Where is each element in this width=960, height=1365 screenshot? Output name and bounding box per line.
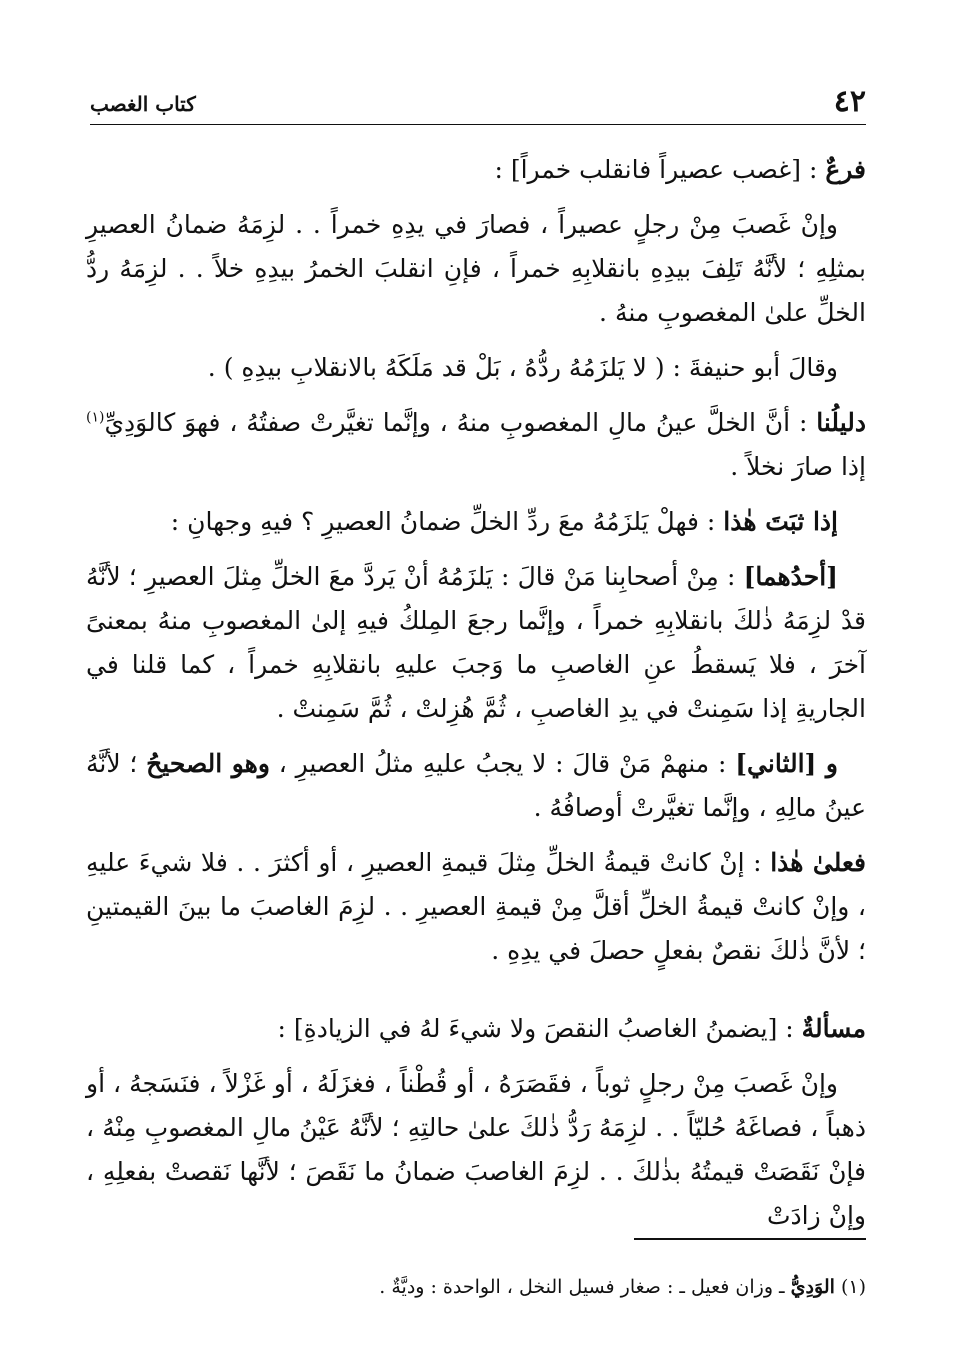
paragraph <box>86 401 866 489</box>
paragraph-lead: فرعٌ <box>825 155 866 184</box>
paragraph-lead: و [الثاني] <box>735 749 839 778</box>
paragraph <box>86 203 866 335</box>
paragraph-emphasis: وهو الصحيحُ <box>146 749 270 778</box>
paragraph-text-tail: إذا صارَ نخلاً . <box>730 452 866 481</box>
paragraph-far-heading <box>86 148 866 192</box>
paragraph-text-tail: ؛ لأنَّهُ عينُ مالِهِ ، وإنَّما تغيَّرتْ أوصافُهُ . <box>86 749 866 822</box>
paragraph <box>86 500 866 544</box>
paragraph-text: وقالَ أبو حنيفةَ : ( لا يَلزَمُهُ ردُّهُ ، بَلْ قد مَلَكَهُ بالانقلابِ بيدِهِ ) . <box>207 353 838 382</box>
paragraph-lead: [أحدُهما] <box>743 562 838 591</box>
page-header <box>90 80 866 125</box>
footnote-number: (١) <box>840 1276 866 1298</box>
paragraph <box>86 1062 866 1238</box>
paragraph-masala-heading <box>86 1007 866 1051</box>
footnote-term: الوَدِيُّ <box>790 1276 835 1298</box>
paragraph-text: : فهلْ يَلزَمُهُ معَ ردِّ الخلِّ ضمانُ العصيرِ ؟ فيهِ وجهانِ : <box>170 507 724 536</box>
page-number: ٤٢ <box>833 84 866 119</box>
body-text <box>86 148 866 1249</box>
paragraph-lead: إذا ثبَتَ هٰذا <box>723 507 838 536</box>
footnote <box>86 1272 866 1302</box>
paragraph <box>86 841 866 973</box>
paragraph-text: وإنْ غَصبَ مِنْ رجلٍ عصيراً ، فصارَ في يدِهِ خمراً . . لزِمَهُ ضمانُ العصيرِ بمثلِهِ ؛ لأنَّهُ تَلِفَ بيدِهِ بانقلابِهِ خمراً ، فإنِ انقلبَ الخمرُ بيدِهِ خلاً . . لزِمَهُ ردُّ الخلِّ علىٰ المغصوبِ منهُ . <box>86 210 866 327</box>
paragraph-text: : منهمْ مَنْ قالَ : لا يجبُ عليهِ مثلُ العصيرِ ، <box>269 749 736 778</box>
paragraph-text: : أنَّ الخلَّ عينُ مالِ المغصوبِ منهُ ، وإنَّما تغيَّرتْ صفتُهُ ، فهوَ كالوَدِيِّ <box>104 408 817 437</box>
paragraph-text: : [يضمنُ الغاصبُ النقصَ ولا شيءَ لهُ في الزيادةِ] : <box>277 1014 802 1043</box>
footnote-text: ـ وزان فعيل ـ : صغار فسيل النخل ، الواحدة : وديَّةٌ . <box>379 1276 785 1298</box>
paragraph-text: : [غصب عصيراً فانقلب خمراً] : <box>494 155 826 184</box>
paragraph-text: : مِنْ أصحابِنا مَنْ قالَ : يَلزَمُهُ أنْ يَردَّ معَ الخلِّ مِثلَ العصيرِ ؛ لأنَّهُ قدْ لزِمَهُ ذٰلكَ بانقلابِهِ خمراً ، وإنَّما رجعَ المِلكُ فيهِ إلىٰ المغصوبِ منهُ بمعنىً آخرَ ، فلا يَسقطُ عنِ الغاصبِ ما وَجبَ عليهِ بانقلابِهِ خمراً ، كما قلنا في الجاريةِ إذا سَمِنتْ في يدِ الغاصبِ ، ثُمَّ هُزِلتْ ، ثُمَّ سَمِنتْ . <box>86 562 866 723</box>
paragraph <box>86 346 866 390</box>
running-title: كتاب الغصب <box>90 92 196 116</box>
footnote-marker[interactable]: (١) <box>86 409 105 426</box>
footnote-divider <box>634 1238 866 1240</box>
paragraph-text: : إنْ كانتْ قيمةُ الخلِّ مِثلَ قيمةِ العصيرِ ، أو أكثرَ . . فلا شيءَ عليهِ ، وإنْ كانتْ قيمةُ الخلِّ أقلَّ مِنْ قيمةِ العصيرِ . . لزِمَ الغاصبَ ما بينَ القيمتينِ ؛ لأنَّ ذٰلكَ نقصٌ بفعلٍ حصلَ في يدِهِ . <box>86 848 866 965</box>
paragraph-lead: دليلُنا <box>816 408 866 437</box>
paragraph-text: وإنْ غَصبَ مِنْ رجلٍ ثوباً ، فقَصَرَهُ ، أو قُطْناً ، فغزَلَهُ ، أو غَزْلاً ، فنَسَجهُ ، أو ذهباً ، فصاغَهُ حُليّاً . . لزِمَهُ رَدُّ ذٰلكَ علىٰ حالتِهِ ؛ لأنَّهُ عَيْنُ مالِ المغصوبِ مِنْهُ ، فإنْ نَقَصَتْ قيمتُهُ بذٰلكَ . . لزِمَ الغاصبَ ضمانُ ما نَقَصَ ؛ لأنَّها نَقصتْ بفعلِهِ ، وإنْ زادَتْ <box>86 1069 866 1230</box>
paragraph-lead: مسألةٌ <box>801 1014 866 1043</box>
paragraph <box>86 555 866 731</box>
paragraph <box>86 742 866 830</box>
paragraph-lead: فعلىٰ هٰذا <box>770 848 866 877</box>
